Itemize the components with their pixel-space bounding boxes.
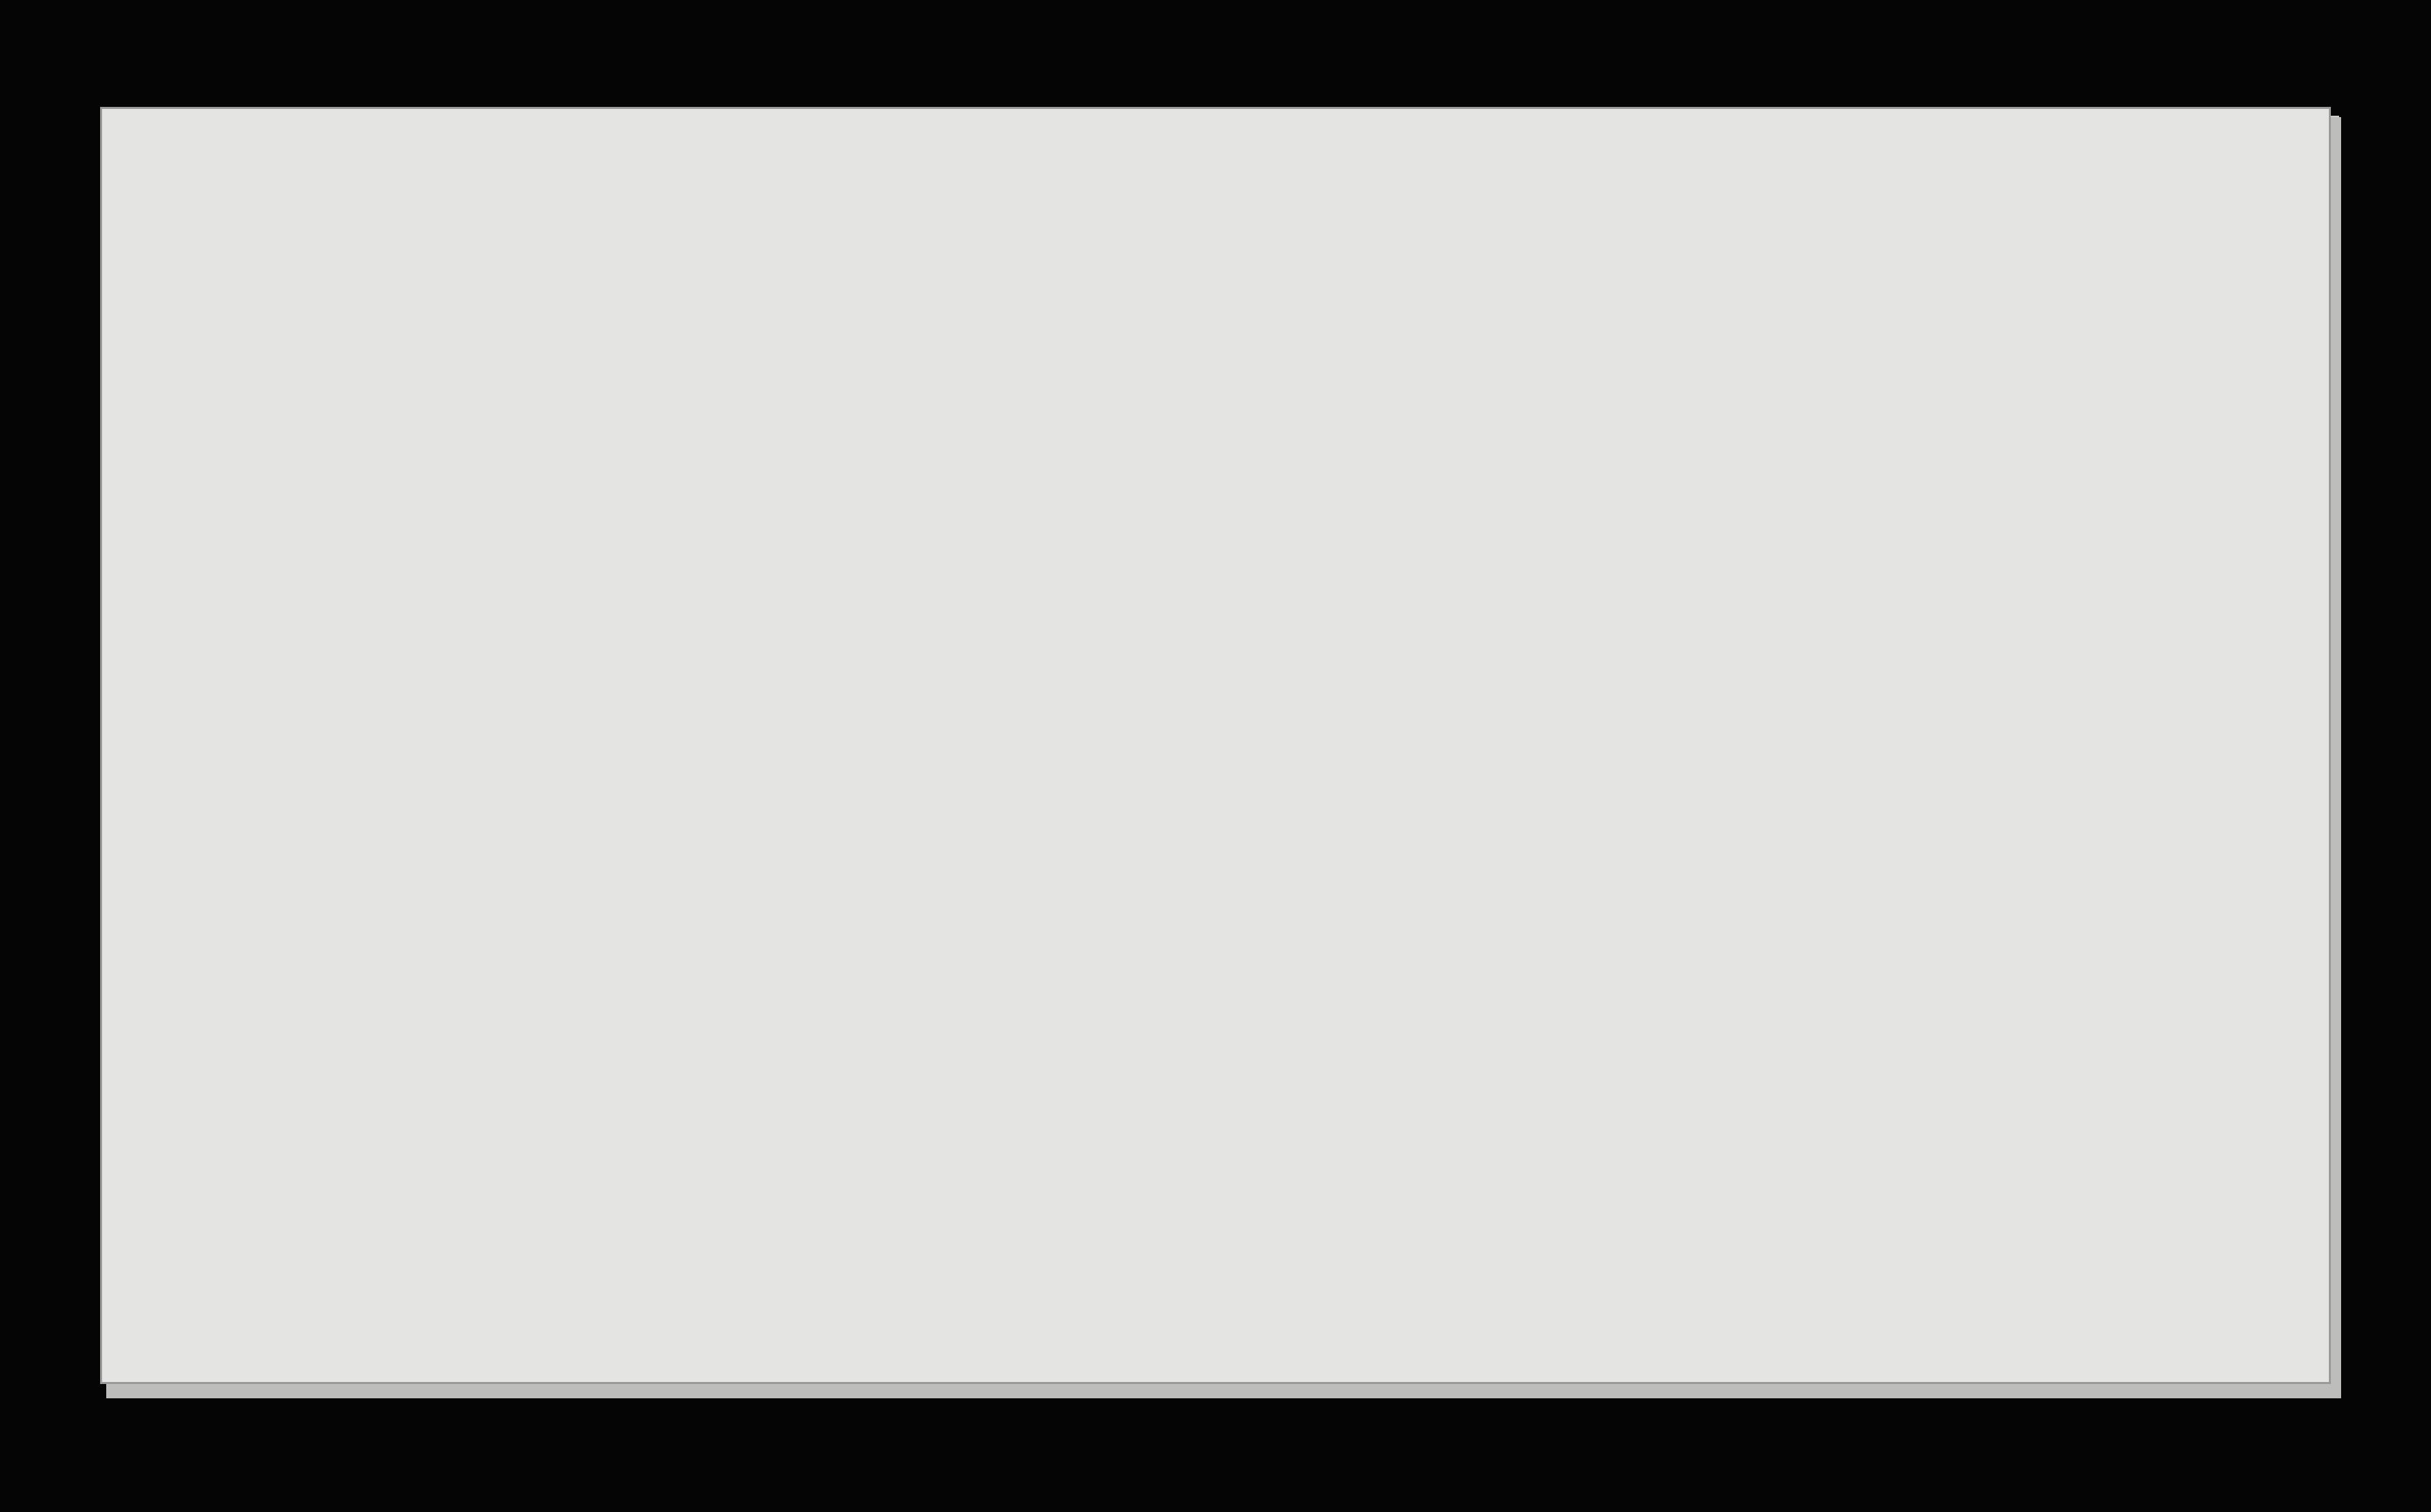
census-card <box>102 109 2329 1382</box>
